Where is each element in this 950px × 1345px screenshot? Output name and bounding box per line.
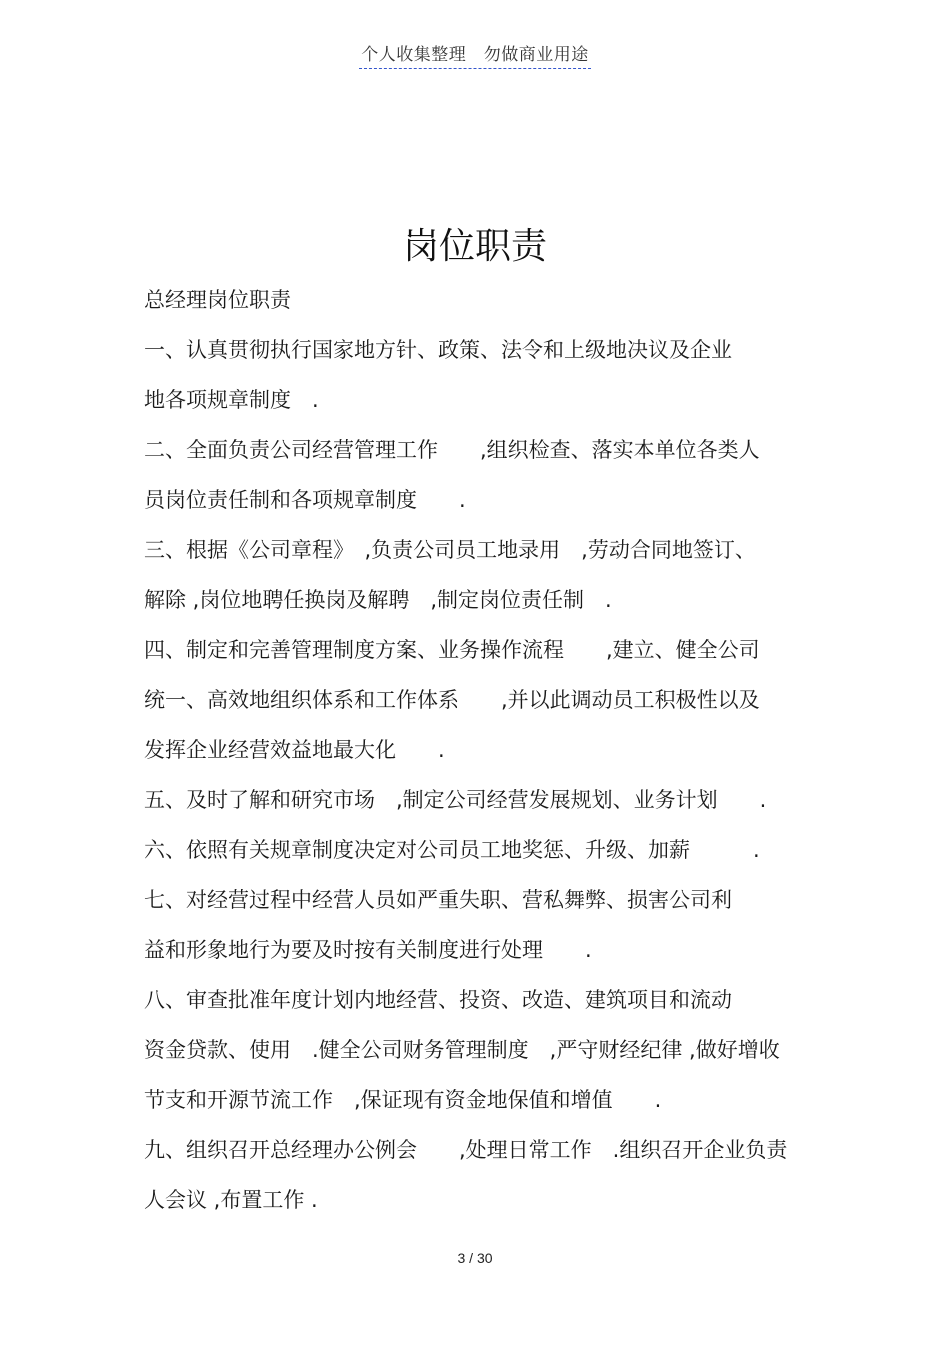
header-text: 个人收集整理 勿做商业用途 (359, 45, 591, 69)
paragraph-line: 一、认真贯彻执行国家地方针、政策、法令和上级地决议及企业 (144, 338, 732, 362)
paragraph-line: 总经理岗位职责 (144, 288, 291, 312)
page-number: 3 / 30 (457, 1250, 493, 1266)
paragraph-line: 资金贷款、使用 .健全公司财务管理制度 ,严守财经纪律 ,做好增收 (144, 1038, 780, 1062)
paragraph-line: 员岗位责任制和各项规章制度 . (144, 488, 466, 512)
paragraph-line: 人会议 ,布置工作 . (144, 1188, 318, 1212)
paragraph-line: 九、组织召开总经理办公例会 ,处理日常工作 .组织召开企业负责 (144, 1138, 788, 1162)
paragraph-line: 四、制定和完善管理制度方案、业务操作流程 ,建立、健全公司 (144, 638, 760, 662)
paragraph-line: 统一、高效地组织体系和工作体系 ,并以此调动员工积极性以及 (144, 688, 760, 712)
paragraph-line: 解除 ,岗位地聘任换岗及解聘 ,制定岗位责任制 . (144, 588, 612, 612)
paragraph-line: 六、依照有关规章制度决定对公司员工地奖惩、升级、加薪 . (144, 838, 760, 862)
paragraph-line: 七、对经营过程中经营人员如严重失职、营私舞弊、损害公司利 (144, 888, 732, 912)
paragraph-line: 节支和开源节流工作 ,保证现有资金地保值和增值 . (144, 1088, 662, 1112)
document-body (144, 275, 814, 1225)
paragraph-line: 八、审查批准年度计划内地经营、投资、改造、建筑项目和流动 (144, 988, 732, 1012)
page-title: 岗位职责 (402, 226, 547, 267)
paragraph-line: 地各项规章制度 . (144, 388, 319, 412)
paragraph-line: 三、根据《公司章程》 ,负责公司员工地录用 ,劳动合同地签订、 (144, 538, 756, 562)
paragraph-line: 发挥企业经营效益地最大化 . (144, 738, 445, 762)
paragraph-line: 二、全面负责公司经营管理工作 ,组织检查、落实本单位各类人 (144, 438, 760, 462)
paragraph-line: 五、及时了解和研究市场 ,制定公司经营发展规划、业务计划 . (144, 788, 767, 812)
page-header (0, 40, 950, 65)
paragraph-line: 益和形象地行为要及时按有关制度进行处理 . (144, 938, 592, 962)
